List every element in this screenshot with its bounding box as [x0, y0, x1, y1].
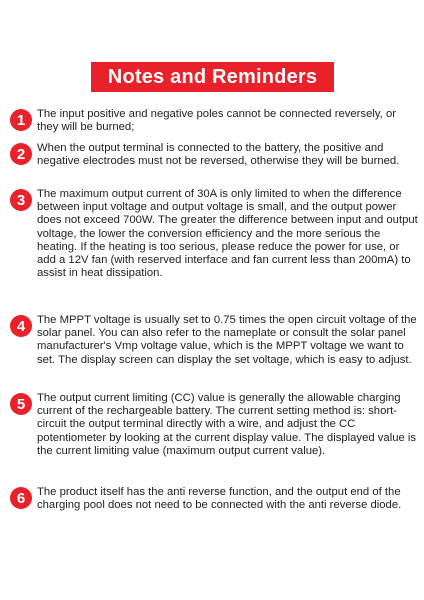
note-text-1: The input positive and negative poles cannot be connected reversely, or they will be burned; — [37, 108, 397, 134]
note-item-4 — [10, 314, 418, 367]
note-text-3: The maximum output current of 30A is only limited to when the difference between input voltage and output voltage is small, and the output power does not exceed 700W. The greater the difference between input and output voltage, the lower the conversion efficiency and the more serious the heating. If the heating is too serious, please reduce the power for use, or add a 12V fan (with reserved interface and fan current less than 200mA) to assist in heat dissipation. — [37, 188, 418, 280]
note-text-4: The MPPT voltage is usually set to 0.75 times the open circuit voltage of the solar panel. You can also refer to the nameplate or consult the solar panel manufacturer's Vmp voltage value, which is the MPPT voltage we want to set. The display screen can display the set voltage, which is easy to adjust. — [37, 314, 417, 366]
note-item-2 — [10, 142, 418, 168]
note-item-1 — [10, 108, 418, 134]
note-text-2: When the output terminal is connected to the battery, the positive and negative electrodes must not be reversed, otherwise they will be burned. — [37, 142, 400, 168]
number-badge-1: 1 — [10, 109, 32, 131]
number-badge-4: 4 — [10, 315, 32, 337]
number-badge-3: 3 — [10, 189, 32, 211]
number-badge-5: 5 — [10, 393, 32, 415]
page-title: Notes and Reminders — [107, 65, 318, 88]
note-item-6 — [10, 486, 418, 512]
note-item-5 — [10, 392, 418, 458]
note-text-6: The product itself has the anti reverse function, and the output end of the charging pool does not need to be connected with the anti reverse diode. — [37, 486, 402, 512]
note-item-3 — [10, 188, 418, 280]
title-banner — [91, 62, 334, 92]
note-text-5: The output current limiting (CC) value is generally the allowable charging current of the rechargeable battery. The current setting method is: short-circuit the output terminal directly with a wire, and adjust the CC potentiometer by looking at the current display value. The displayed value is the current limiting value (maximum output current value). — [37, 392, 417, 457]
number-badge-2: 2 — [10, 143, 32, 165]
number-badge-6: 6 — [10, 487, 32, 509]
